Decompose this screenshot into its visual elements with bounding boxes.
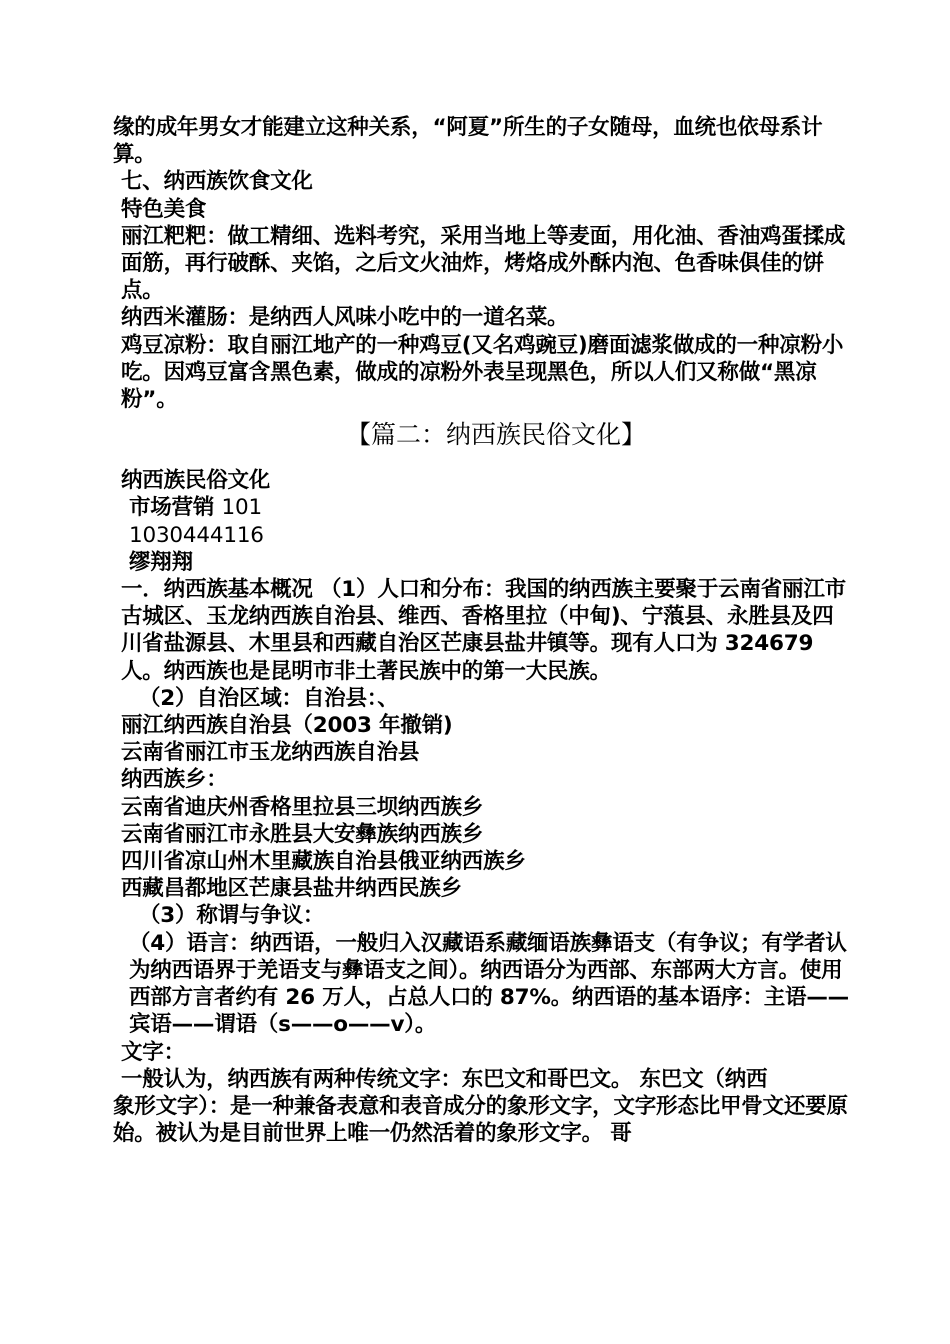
list-item: 云南省迪庆州香格里拉县三坝纳西族乡 [121,794,484,820]
paragraph-scripts-intro: 一般认为，纳西族有两种传统文字：东巴文和哥巴文。 东巴文（纳西 [121,1066,768,1092]
paragraph-language: （4）语言：纳西语，一般归入汉藏语系藏缅语族彝语支（有争议；有学者认为纳西语界于羌语支与彝语支之间）。纳西语分为西部、东部两大方言。使用西部方言者约有 26 万人，占总人口的 87%。纳西语的基本语序：主语——宾语——谓语（s——o——v）。 [129,930,849,1038]
subheading-script: 文字： [121,1039,185,1065]
paragraph-lijiang-baba: 丽江粑粑：做工精细、选料考究，采用当地上等麦面，用化油、香油鸡蛋揉成面筋，再行破酥、夹馅，之后文火油炸，烤烙成外酥内泡、色香味俱佳的饼点。 [121,223,846,304]
paragraph-autonomous-region: （2）自治区域：自治县：、 [139,685,399,711]
section-heading-food: 七、纳西族饮食文化 [121,169,313,195]
paragraph-naming: （3）称谓与争议： [139,903,325,929]
list-item: 西藏昌都地区芒康县盐井纳西民族乡 [121,876,462,902]
course-label: 市场营销 [129,495,215,521]
paragraph-dongba: 象形文字）：是一种兼备表意和表音成分的象形文字，文字形态比甲骨文还要原始。被认为是目前世界上唯一仍然活着的象形文字。 哥 [113,1093,848,1147]
paragraph-overview: 一．纳西族基本概况 （1）人口和分布：我国的纳西族主要聚于云南省丽江市古城区、玉龙纳西族自治县、维西、香格里拉（中甸)、宁蒗县、永胜县及四川省盐源县、木里县和西藏自治区芒康县盐井镇等。现有人口为 324679 人。纳西族也是昆明市非土著民族中的第一大民族。 [121,577,846,684]
article-title: 纳西族民俗文化 [121,468,271,494]
list-item: 云南省丽江市玉龙纳西族自治县 [121,740,420,766]
student-id: 1030444116 [129,522,264,548]
paragraph-rice-sausage: 纳西米灌肠：是纳西人风味小吃中的一道名菜。 [121,305,569,331]
part-two-heading: 【篇二：纳西族民俗文化】 [345,420,646,450]
course-line [113,494,849,521]
text-column [113,114,849,1147]
course-number: 101 [221,495,262,521]
list-heading-township: 纳西族乡： [121,767,228,793]
list-item: 丽江纳西族自治县（2003 年撤销) [121,713,453,739]
list-item: 云南省丽江市永胜县大安彝族纳西族乡 [121,821,484,847]
author-name: 缪翔翔 [129,549,193,575]
paragraph-axia: 缘的成年男女才能建立这种关系，“阿夏”所生的子女随母，血统也依母系计算。 [113,115,823,168]
paragraph-chickpea-jelly: 鸡豆凉粉：取自丽江地产的一种鸡豆(又名鸡豌豆)磨面滤浆做成的一种凉粉小吃。因鸡豆富含黑色素，做成的凉粉外表呈现黑色，所以人们又称做“黑凉粉”。 [121,332,844,413]
subheading-specialty: 特色美食 [121,196,207,222]
list-item: 四川省凉山州木里藏族自治县俄亚纳西族乡 [121,849,526,875]
